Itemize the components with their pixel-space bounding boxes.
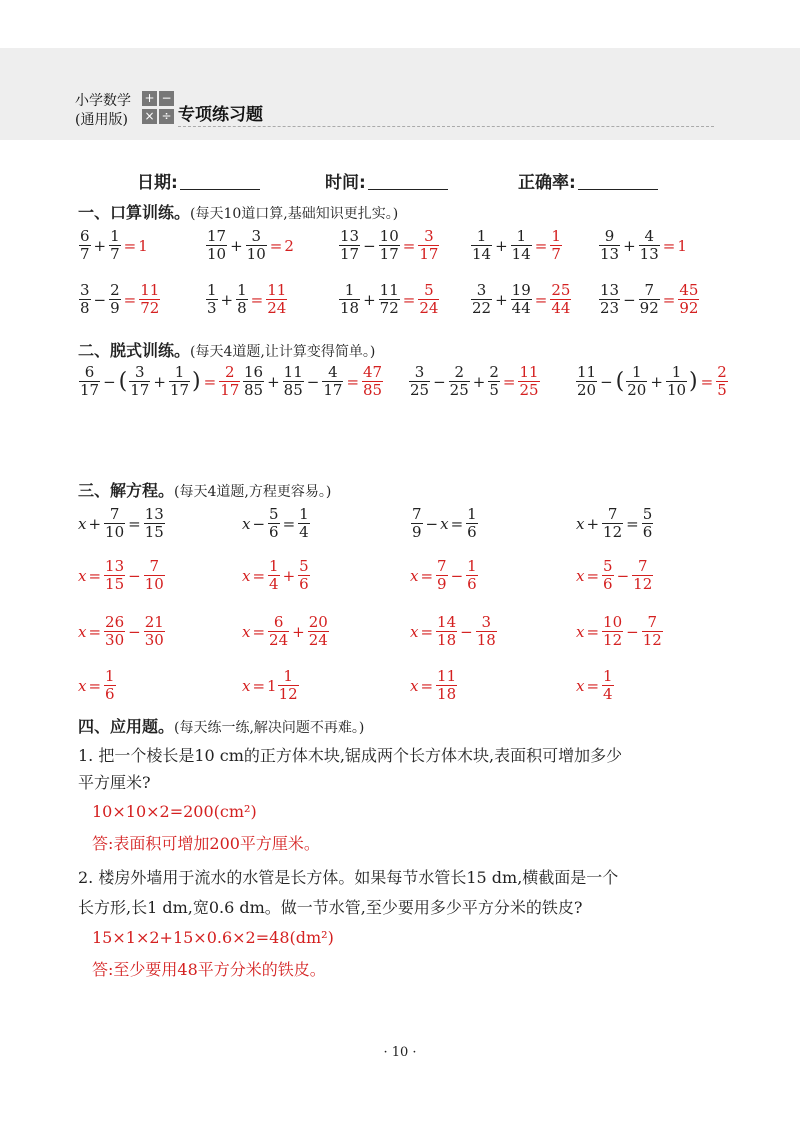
date-blank xyxy=(180,173,260,190)
fraction: $\frac{3}{25}$ xyxy=(410,363,430,399)
oral-problem: $\frac{1}{18}$ + $\frac{11}{72}$ = $\frac{5}{24}$ xyxy=(340,281,439,317)
equation-step: x = $\frac{13}{15}$ − $\frac{7}{10}$ xyxy=(78,557,164,593)
divide-sign-icon: ÷ xyxy=(159,109,174,124)
equation-step: x = $\frac{1}{4}$ + $\frac{5}{6}$ xyxy=(242,557,309,593)
book-series xyxy=(75,92,131,130)
equation-step: x = $\frac{14}{18}$ − $\frac{3}{18}$ xyxy=(410,613,496,649)
answer-fraction: $\frac{2}{5}$ xyxy=(717,363,727,399)
fraction: $\frac{2}{25}$ xyxy=(449,363,469,399)
answer-fraction: $\frac{47}{85}$ xyxy=(363,363,383,399)
equation-step: x = $\frac{10}{12}$ − $\frac{7}{12}$ xyxy=(576,613,662,649)
oral-problem: $\frac{3}{8}$ − $\frac{2}{9}$ = $\frac{11}{72}$ xyxy=(80,281,160,317)
fraction: $\frac{11}{85}$ xyxy=(283,363,303,399)
time-field xyxy=(325,168,448,193)
book-series-line1: 小学数学 xyxy=(75,93,131,109)
equation-step: x = $\frac{11}{18}$ xyxy=(410,667,457,703)
plus-sign-icon: + xyxy=(142,91,157,106)
time-label: 时间: xyxy=(325,173,366,193)
oral-problem: $\frac{17}{10}$ + $\frac{3}{10}$ = 2 xyxy=(207,227,294,263)
section-remove-title xyxy=(78,338,375,361)
section-equation-heading: 三、解方程。 xyxy=(78,481,175,500)
fraction: $\frac{1}{17}$ xyxy=(169,363,190,399)
remove-problem-1: $\frac{6}{17}$ − ( $\frac{3}{17}$ + $\frac{1}{17}$ ) = $\frac{2}{17}$ xyxy=(80,363,240,399)
date-field xyxy=(137,168,260,193)
equation-step: x = $\frac{6}{24}$ + $\frac{20}{24}$ xyxy=(242,613,328,649)
section-equation-title xyxy=(78,478,331,501)
accuracy-field xyxy=(518,168,658,193)
minus-sign-icon: − xyxy=(159,91,174,106)
equation-step: x = $\frac{1}{4}$ xyxy=(576,667,613,703)
header-divider xyxy=(178,126,714,127)
operator-signs-icon xyxy=(142,91,176,131)
equation-step: x = $\frac{26}{30}$ − $\frac{21}{30}$ xyxy=(78,613,164,649)
times-sign-icon: × xyxy=(142,109,157,124)
page-number: · 10 · xyxy=(383,1045,417,1060)
problem-1-text-line2: 平方厘米? xyxy=(78,773,151,792)
equation-2: x − $\frac{5}{6}$ = $\frac{1}{4}$ xyxy=(242,505,309,541)
problem-2-calculation: 15×1×2+15×0.6×2=48(dm²) xyxy=(92,928,334,947)
equation-step: x = $\frac{1}{6}$ xyxy=(78,667,115,703)
book-series-line2: (通用版) xyxy=(75,112,128,128)
equation-step: x = 1 $\frac{1}{12}$ xyxy=(242,667,298,703)
section-oral-note: (每天10道口算,基础知识更扎实。) xyxy=(190,206,399,222)
remove-problem-2: $\frac{16}{85}$ + $\frac{11}{85}$ − $\frac{4}{17}$ = $\frac{47}{85}$ xyxy=(244,363,383,399)
answer-fraction: $\frac{11}{25}$ xyxy=(519,363,539,399)
equation-3: $\frac{7}{9}$ − x = $\frac{1}{6}$ xyxy=(412,505,477,541)
section-application-title xyxy=(78,714,364,737)
problem-2-text-line2: 长方形,长1 dm,宽0.6 dm。做一节水管,至少要用多少平方分米的铁皮? xyxy=(78,898,583,917)
problem-2-text-line1: 2. 楼房外墙用于流水的水管是长方体。如果每节水管长15 dm,横截面是一个 xyxy=(78,868,619,887)
section-oral-heading: 一、口算训练。 xyxy=(78,203,191,222)
page-title: 专项练习题 xyxy=(178,105,263,125)
fraction: $\frac{6}{17}$ xyxy=(80,363,100,399)
oral-problem: $\frac{13}{23}$ − $\frac{7}{92}$ = $\frac{45}{92}$ xyxy=(600,281,699,317)
oral-problem: $\frac{3}{22}$ + $\frac{19}{44}$ = $\frac{25}{44}$ xyxy=(472,281,571,317)
section-equation-note: (每天4道题,方程更容易。) xyxy=(174,484,332,500)
oral-problem: $\frac{1}{14}$ + $\frac{1}{14}$ = $\frac{1}{7}$ xyxy=(472,227,561,263)
problem-1-text-line1: 1. 把一个棱长是10 cm的正方体木块,锯成两个长方体木块,表面积可增加多少 xyxy=(78,746,623,765)
fraction: $\frac{16}{85}$ xyxy=(244,363,264,399)
oral-problem: $\frac{1}{3}$ + $\frac{1}{8}$ = $\frac{11}{24}$ xyxy=(207,281,287,317)
oral-problem: $\frac{9}{13}$ + $\frac{4}{13}$ = 1 xyxy=(600,227,687,263)
fraction: $\frac{2}{5}$ xyxy=(489,363,499,399)
oral-problem: $\frac{6}{7}$ + $\frac{1}{7}$ = 1 xyxy=(80,227,148,263)
section-oral-title xyxy=(78,200,398,223)
section-application-heading: 四、应用题。 xyxy=(78,717,175,736)
remove-problem-3: $\frac{3}{25}$ − $\frac{2}{25}$ + $\frac{2}{5}$ = $\frac{11}{25}$ xyxy=(410,363,539,399)
fraction: $\frac{3}{17}$ xyxy=(130,363,150,399)
accuracy-label: 正确率: xyxy=(518,173,576,193)
accuracy-blank xyxy=(578,173,658,190)
problem-2-answer: 答:至少要用48平方分米的铁皮。 xyxy=(92,960,326,979)
problem-1-answer: 答:表面积可增加200平方厘米。 xyxy=(92,834,320,853)
equation-4: x + $\frac{7}{12}$ = $\frac{5}{6}$ xyxy=(576,505,653,541)
fraction: $\frac{4}{17}$ xyxy=(323,363,343,399)
fraction: $\frac{11}{20}$ xyxy=(577,363,597,399)
problem-1-calculation: 10×10×2=200(cm²) xyxy=(92,802,257,821)
time-blank xyxy=(368,173,448,190)
date-label: 日期: xyxy=(137,173,178,193)
fraction: $\frac{1}{10}$ xyxy=(666,363,687,399)
section-application-note: (每天练一练,解决问题不再难。) xyxy=(174,720,365,736)
fraction: $\frac{1}{20}$ xyxy=(627,363,647,399)
section-remove-heading: 二、脱式训练。 xyxy=(78,341,191,360)
answer-fraction: $\frac{2}{17}$ xyxy=(220,363,240,399)
equation-step: x = $\frac{7}{9}$ − $\frac{1}{6}$ xyxy=(410,557,477,593)
equation-step: x = $\frac{5}{6}$ − $\frac{7}{12}$ xyxy=(576,557,653,593)
section-remove-note: (每天4道题,让计算变得简单。) xyxy=(190,344,376,360)
equation-1: x + $\frac{7}{10}$ = $\frac{13}{15}$ xyxy=(78,505,164,541)
oral-problem: $\frac{13}{17}$ − $\frac{10}{17}$ = $\frac{3}{17}$ xyxy=(340,227,439,263)
remove-problem-4: $\frac{11}{20}$ − ( $\frac{1}{20}$ + $\frac{1}{10}$ ) = $\frac{2}{5}$ xyxy=(577,363,727,399)
